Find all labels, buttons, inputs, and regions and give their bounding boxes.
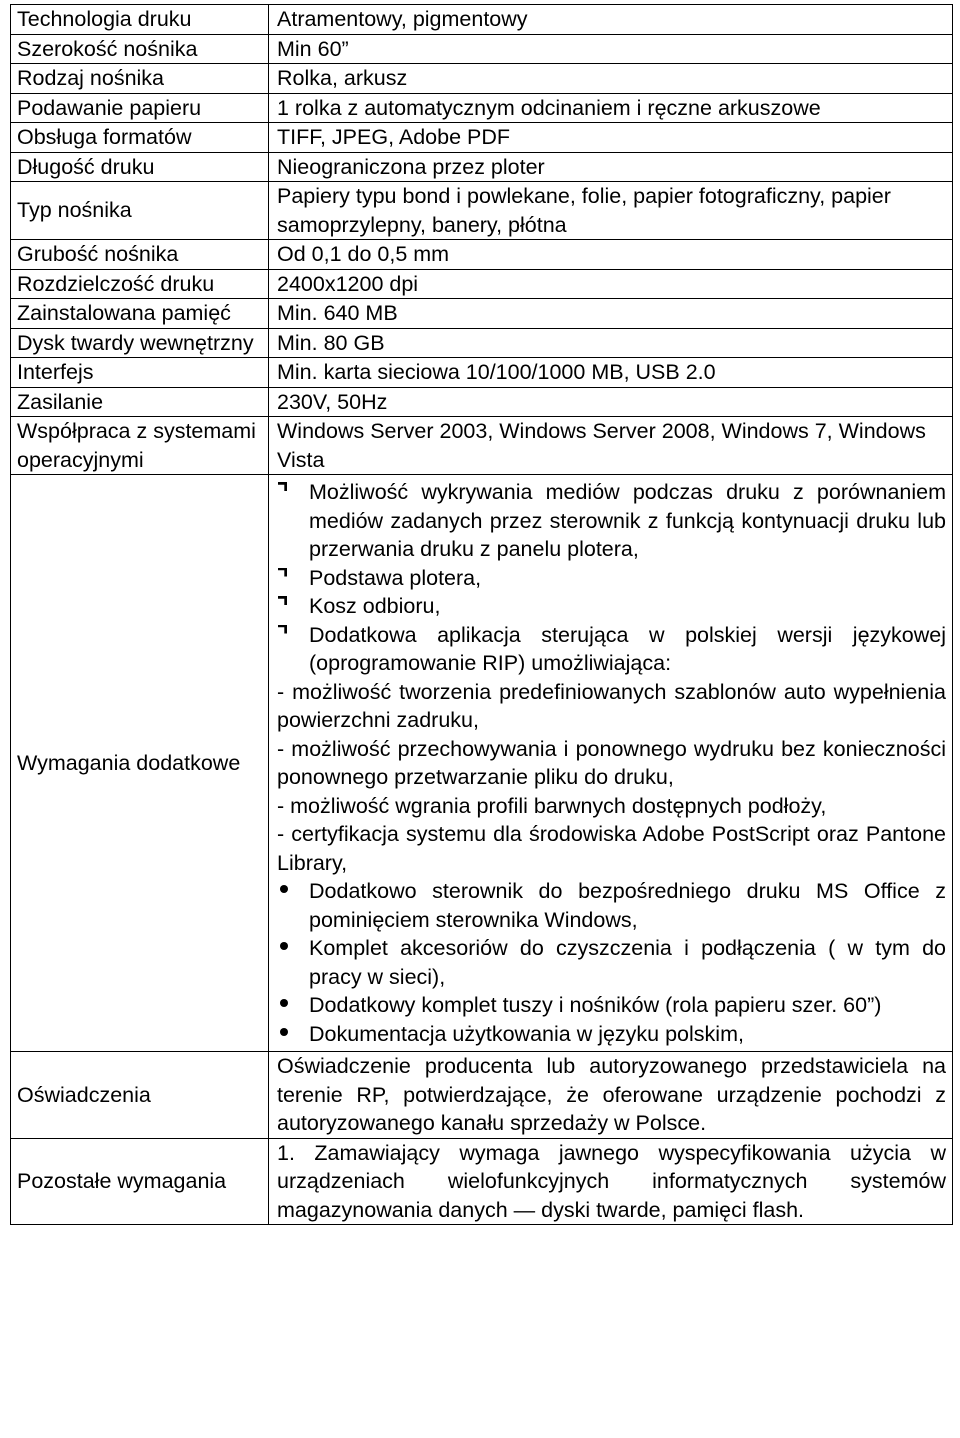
spec-row-media-kind xyxy=(11,64,953,94)
spec-label: Oświadczenia xyxy=(11,1052,269,1139)
spec-value: 2400x1200 dpi xyxy=(269,269,953,299)
spec-label: Szerokość nośnika xyxy=(11,34,269,64)
round-bullet-icon xyxy=(280,999,288,1007)
spec-label: Rozdzielczość druku xyxy=(11,269,269,299)
round-bullet-list xyxy=(277,877,946,1048)
spec-value: Od 0,1 do 0,5 mm xyxy=(269,240,953,270)
spec-row-media-thickness xyxy=(11,240,953,270)
list-item: Kosz odbioru, xyxy=(277,592,946,621)
spec-label: Podawanie papieru xyxy=(11,93,269,123)
spec-label: Zainstalowana pamięć xyxy=(11,299,269,329)
list-item: Dodatkowo sterownik do bezpośredniego druku MS Office z pominięciem sterownika Windows, xyxy=(277,877,946,934)
spec-row-os-compatibility xyxy=(11,417,953,475)
spec-label: Wymagania dodatkowe xyxy=(11,475,269,1052)
spec-row-formats xyxy=(11,123,953,153)
spec-label: Dysk twardy wewnętrzny xyxy=(11,328,269,358)
spec-row-interface xyxy=(11,358,953,388)
square-bullet-icon xyxy=(278,568,287,577)
spec-label: Obsługa formatów xyxy=(11,123,269,153)
spec-value: 230V, 50Hz xyxy=(269,387,953,417)
spec-row-other-requirements xyxy=(11,1138,953,1225)
square-bullet-icon xyxy=(278,482,287,491)
specification-table xyxy=(10,4,953,1225)
dash-item: - możliwość wgrania profili barwnych dostępnych podłoży, xyxy=(277,793,827,818)
spec-label: Grubość nośnika xyxy=(11,240,269,270)
dash-item: - certyfikacja systemu dla środowiska Adobe PostScript oraz Pantone Library, xyxy=(277,822,946,875)
spec-value: Rolka, arkusz xyxy=(269,64,953,94)
spec-value: Min. 640 MB xyxy=(269,299,953,329)
list-item: Możliwość wykrywania mediów podczas druku z porównaniem mediów zadanych przez sterownik z funkcją kontynuacji druku lub przerwania druku z panelu plotera, xyxy=(277,478,946,564)
spec-label: Technologia druku xyxy=(11,5,269,35)
spec-label: Rodzaj nośnika xyxy=(11,64,269,94)
spec-value: Min 60” xyxy=(269,34,953,64)
spec-row-print-technology xyxy=(11,5,953,35)
spec-value: Nieograniczona przez ploter xyxy=(269,152,953,182)
dash-item: - możliwość przechowywania i ponownego wydruku bez konieczności ponownego przetwarzanie pliku do druku, xyxy=(277,736,946,789)
spec-value: Oświadczenie producenta lub autoryzowanego przedstawiciela na terenie RP, potwierdzające, że oferowane urządzenie pochodzi z autoryzowanego kanału sprzedaży w Polsce. xyxy=(269,1052,953,1139)
spec-label: Pozostałe wymagania xyxy=(11,1138,269,1225)
spec-value: Atramentowy, pigmentowy xyxy=(269,5,953,35)
spec-label: Współpraca z systemami operacyjnymi xyxy=(11,417,269,475)
round-bullet-icon xyxy=(280,942,288,950)
spec-value: Min. 80 GB xyxy=(269,328,953,358)
list-item: Podstawa plotera, xyxy=(277,564,946,593)
spec-value: Papiery typu bond i powlekane, folie, papier fotograficzny, papier samoprzylepny, banery, płótna xyxy=(269,182,953,240)
spec-row-media-type xyxy=(11,182,953,240)
spec-row-memory xyxy=(11,299,953,329)
spec-label: Typ nośnika xyxy=(11,182,269,240)
spec-label: Długość druku xyxy=(11,152,269,182)
spec-row-resolution xyxy=(11,269,953,299)
list-item: Komplet akcesoriów do czyszczenia i podłączenia ( w tym do pracy w sieci), xyxy=(277,934,946,991)
spec-row-statements xyxy=(11,1052,953,1139)
dash-item: - możliwość tworzenia predefiniowanych szablonów auto wypełnienia powierzchni zadruku, xyxy=(277,679,946,732)
spec-row-additional-requirements xyxy=(11,475,953,1052)
list-item: Dodatkowa aplikacja sterująca w polskiej wersji językowej (oprogramowanie RIP) umożliwiająca: xyxy=(277,621,946,678)
square-bullet-icon xyxy=(278,625,287,634)
spec-value: 1 rolka z automatycznym odcinaniem i ręczne arkuszowe xyxy=(269,93,953,123)
spec-value: Windows Server 2003, Windows Server 2008, Windows 7, Windows Vista xyxy=(269,417,953,475)
spec-row-media-width xyxy=(11,34,953,64)
spec-value: TIFF, JPEG, Adobe PDF xyxy=(269,123,953,153)
spec-row-print-length xyxy=(11,152,953,182)
spec-value: Min. karta sieciowa 10/100/1000 MB, USB 2.0 xyxy=(269,358,953,388)
spec-row-power xyxy=(11,387,953,417)
spec-row-paper-feed xyxy=(11,93,953,123)
square-bullet-icon xyxy=(278,596,287,605)
square-bullet-list xyxy=(277,478,946,678)
additional-requirements-content xyxy=(269,475,953,1052)
spec-label: Interfejs xyxy=(11,358,269,388)
list-item: Dodatkowy komplet tuszy i nośników (rola papieru szer. 60”) xyxy=(277,991,946,1020)
spec-label: Zasilanie xyxy=(11,387,269,417)
spec-value: 1. Zamawiający wymaga jawnego wyspecyfikowania użycia w urządzeniach wielofunkcyjnych informatycznych systemów magazynowania danych — dyski twarde, pamięci flash. xyxy=(269,1138,953,1225)
round-bullet-icon xyxy=(280,1028,288,1036)
list-item: Dokumentacja użytkowania w języku polskim, xyxy=(277,1020,946,1049)
spec-row-hard-drive xyxy=(11,328,953,358)
round-bullet-icon xyxy=(280,885,288,893)
